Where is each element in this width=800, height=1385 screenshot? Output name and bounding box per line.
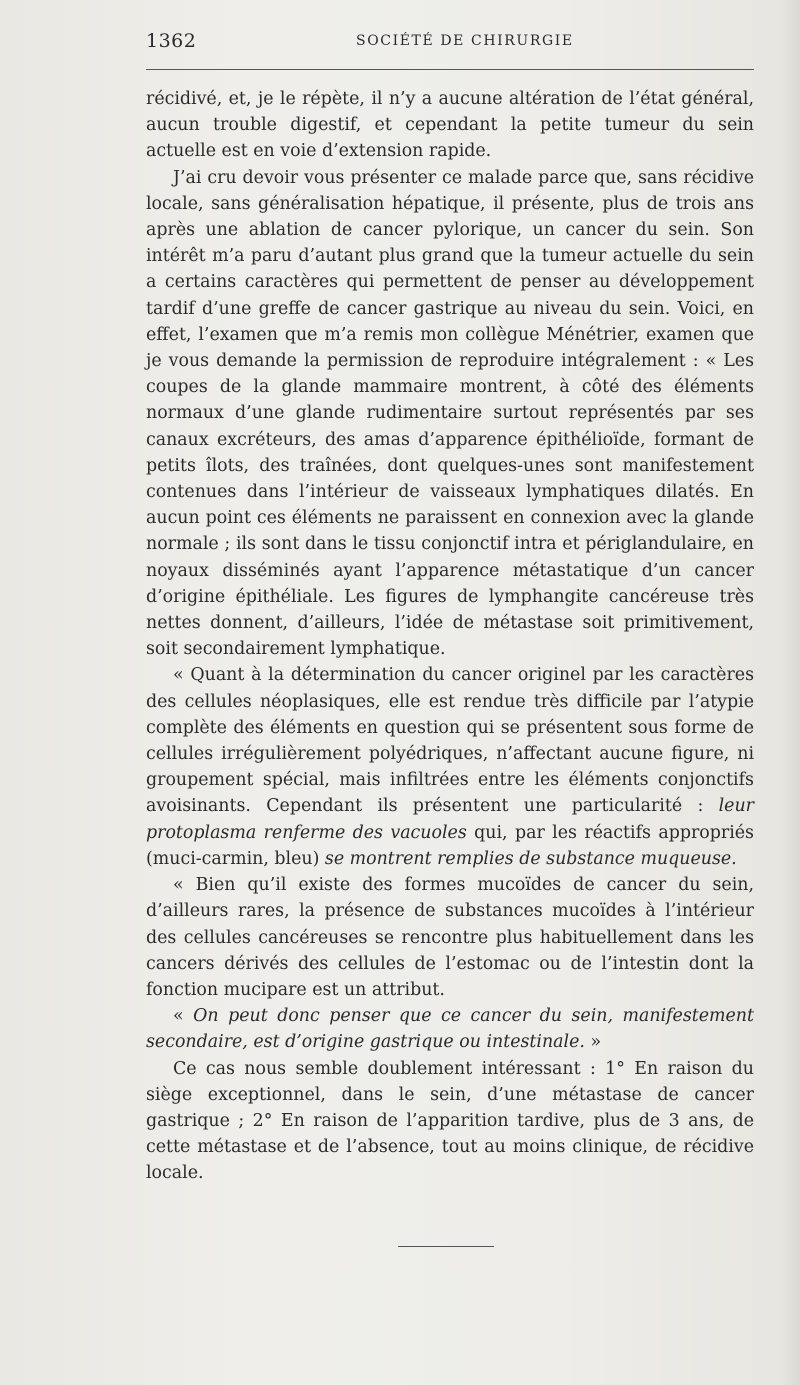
quote-text: « Quant à la détermination du cancer originel par les caractères des cellules néoplasiques, elle est rendue très difficile par l’atypie complète des éléments en question qui se présentent sous forme de cellules irrégulièrement polyédriques, n’affectant aucune figure, ni groupement spécial, mais infiltrées entre les éléments conjonctifs avoisinants. Cependant ils présentent une particularité : xyxy=(146,665,754,817)
quote-italic-mucus: se montrent remplies de substance muqueuse. xyxy=(324,848,737,869)
quote-close-mark: » xyxy=(590,1032,602,1053)
quote-italic-vacuoles: leur protoplasma renferme des vacuoles xyxy=(146,796,754,843)
paragraph-summary: Ce cas nous semble doublement intéressant : 1° En raison du siège exceptionnel, dans le sein, d’une métastase de cancer gastrique ; 2° En raison de l’apparition tardive, plus de 3 ans, de cette métastase et de l’absence, tout au moins clinique, de récidive locale. xyxy=(146,1058,754,1184)
header-rule xyxy=(146,69,754,70)
paragraph-case-presentation: J’ai cru devoir vous présenter ce malade parce que, sans récidive locale, sans généralisation hépatique, il présente, plus de trois ans après une ablation de cancer pylorique, un cancer du sein. Son intérêt m’a paru d’autant plus grand que la tumeur actuelle du sein a certains caractères qui permettent de penser au développement tardif d’une greffe de cancer gastrique au niveau du sein. Voici, en effet, l’examen que m’a remis mon collègue Ménétrier, examen que je vous demande la permission de reproduire intégralement : « Les coupes de la glande mammaire montrent, à côté des éléments normaux d’une glande rudimentaire surtout représentés par ses canaux excréteurs, des amas d’apparence épithélioïde, formant de petits îlots, des traînées, dont quelques-unes sont manifestement contenues dans l’intérieur de vaisseaux lymphatiques dilatés. En aucun point ces éléments ne paraissent en connexion avec la glande normale ; ils sont dans le tissu conjonctif intra et périglandulaire, en noyaux disséminés ayant l’apparence métastatique d’un cancer d’origine épithéliale. Les figures de lymphangite cancéreuse très nettes donnent, d’ailleurs, l’idée de métastase soit primitivement, soit secondairement lymphatique. xyxy=(146,167,754,660)
paragraph-continued: récidivé, et, je le répète, il n’y a aucune altération de l’état général, aucun trouble digestif, et cependant la petite tumeur du sein actuelle est en voie d’extension rapide. xyxy=(146,89,754,162)
paragraph-pathology-quote xyxy=(146,662,754,872)
section-end-rule xyxy=(398,1246,494,1247)
quote-open-mark: « xyxy=(173,1006,184,1027)
running-head xyxy=(146,30,754,54)
conclusion-italic: On peut donc penser que ce cancer du sein, manifestement secondaire, est d’origine gastrique ou intestinale. xyxy=(146,1006,754,1053)
quote-text-reagents: qui, par les réactifs appropriés (muci-carmin, bleu) xyxy=(146,822,754,869)
article-body xyxy=(146,86,754,1187)
paragraph-mucoid-forms: « Bien qu’il existe des formes mucoïdes de cancer du sein, d’ailleurs rares, la présence de substances mucoïdes à l’intérieur des cellules cancéreuses se rencontre plus habituellement dans les cancers dérivés des cellules de l’estomac ou de l’intestin dont la fonction mucipare est un attribut. xyxy=(146,875,754,1000)
page-number: 1362 xyxy=(146,30,197,52)
paragraph-conclusion-quote xyxy=(146,1003,754,1055)
journal-title: SOCIÉTÉ DE CHIRURGIE xyxy=(356,33,574,49)
binding-shadow xyxy=(782,0,800,1385)
